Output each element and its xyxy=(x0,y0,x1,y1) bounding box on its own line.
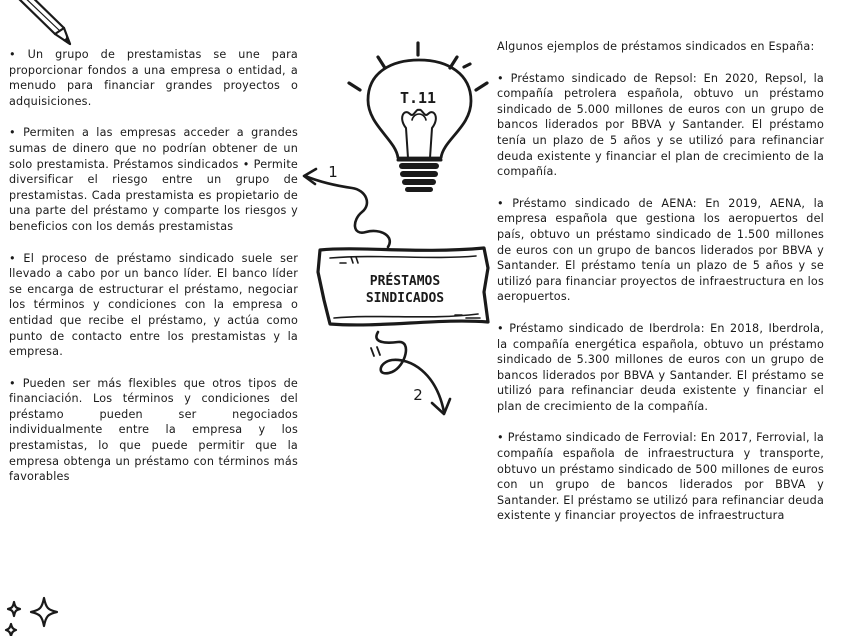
example-item: • Préstamo sindicado de Iberdrola: En 2018, Iberdrola, la compañía energética española, obtuvo un préstamo sindicado de 5.300 millones de euros con un grupo de bancos liderados por BBVA y Santander. El préstamo se utilizó para refinanciar deuda existente y financiar el plan de crecimiento de la compañía. xyxy=(497,321,824,413)
example-item: • Préstamo sindicado de Repsol: En 2020, Repsol, la compañía petrolera española, obtuvo un préstamo sindicado de 5.000 millones de euros con un grupo de bancos liderados por BBVA y Santander. El préstamo tenía un plazo de 5 años y se utilizó para refinanciar deuda existente y financiar el plan de crecimiento de la compañía. xyxy=(497,71,824,179)
banner-title-line2: SINDICADOS xyxy=(365,291,445,306)
bulb-label: T.11 xyxy=(399,89,437,107)
examples-intro: Algunos ejemplos de préstamos sindicados en España: xyxy=(497,40,815,53)
example-item: • Préstamo sindicado de AENA: En 2019, AENA, la empresa española que gestiona los aeropuertos del país, obtuvo un préstamo sindicado de 1.500 millones de euros con un grupo de bancos liderados por BBVA y Santander. El préstamo tenía un plazo de 5 años y se utilizó para financiar proyectos de infraestructura en los aeropuertos. xyxy=(497,196,824,304)
example-item: • Préstamo sindicado de Ferrovial: En 2017, Ferrovial, la compañía española de infraestructura y transporte, obtuvo un préstamo sindicado de 500 millones de euros con un grupo de bancos liderados por BBVA y Santander. El préstamo se utilizó para refinanciar deuda existente y financiar proyectos de infraestructura xyxy=(497,431,824,523)
arrow-label-1: 1 xyxy=(328,163,338,181)
left-paragraph: • Pueden ser más flexibles que otros tipos de financiación. Los términos y condiciones del préstamo pueden ser negociados individualmente entre la empresa y los prestamistas, lo que puede permitir que la empresa obtenga un préstamo con términos más favorables xyxy=(9,376,298,484)
left-paragraph: • El proceso de préstamo sindicado suele ser llevado a cabo por un banco líder. El banco líder se encarga de estructurar el préstamo, negociar los términos y condiciones con la empresa o entidad que recibe el préstamo, y actúa como punto de contacto entre los prestamistas y la empresa. xyxy=(9,251,298,359)
banner-title-line1: PRÉSTAMOS xyxy=(369,274,441,289)
arrow-label-2: 2 xyxy=(413,386,423,404)
left-paragraph: • Permiten a las empresas acceder a grandes sumas de dinero que no podrían obtener de un solo prestamista. Préstamos sindicados • Permite diversificar el riesgo entre un grupo de prestamistas. Cada prestamista es propietario de una parte del préstamo y comparte los riesgos y beneficios con los demás prestamistas xyxy=(9,126,298,233)
left-paragraph: • Un grupo de prestamistas se une para proporcionar fondos a una empresa o entidad, a menudo para financiar grandes proyectos o adquisiciones. xyxy=(9,48,298,108)
